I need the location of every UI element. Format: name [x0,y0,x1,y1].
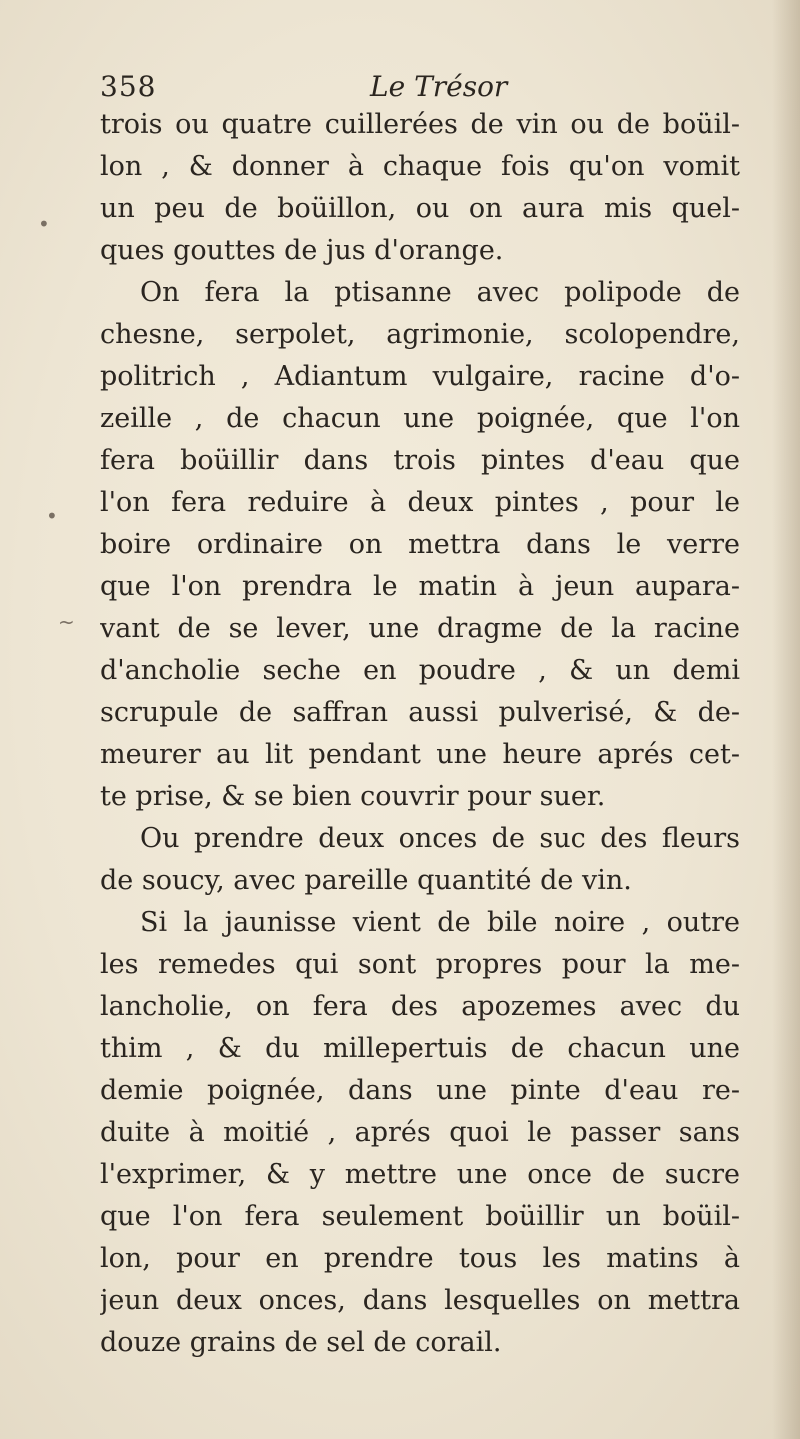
text-line: zeille , de chacun une poignée, que l'on [100,403,740,434]
text-line: de soucy, avec pareille quantité de vin. [100,865,632,896]
text-line: les remedes qui sont propres pour la me- [100,949,740,980]
text-line: te prise, & se bien couvrir pour suer. [100,781,606,812]
text-line: On fera la ptisanne avec polipode de [140,277,740,308]
text-line: trois ou quatre cuillerées de vin ou de boüil- [100,109,740,140]
text-line: Ou prendre deux onces de suc des fleurs [140,823,740,854]
text-line: Si la jaunisse vient de bile noire , outre [140,907,740,938]
text-line: meurer au lit pendant une heure aprés cet- [100,739,740,770]
text-line: boire ordinaire on mettra dans le verre [100,529,740,560]
text-line: ques gouttes de jus d'orange. [100,235,504,266]
page-number: 358 [100,70,157,103]
text-line: vant de se lever, une dragme de la racine [100,613,740,644]
text-line: thim , & du millepertuis de chacun une [100,1033,740,1064]
text-line: scrupule de saffran aussi pulverisé, & de- [100,697,740,728]
text-line: d'ancholie seche en poudre , & un demi [100,655,740,686]
margin-dot: • [38,212,50,236]
text-line: un peu de boüillon, ou on aura mis quel- [100,193,740,224]
text-line: lancholie, on fera des apozemes avec du [100,991,740,1022]
text-line: l'exprimer, & y mettre une once de sucre [100,1159,740,1190]
text-line: que l'on fera seulement boüillir un boüil- [100,1201,740,1232]
body-text [100,104,740,1364]
text-line: demie poignée, dans une pinte d'eau re- [100,1075,740,1106]
page-edge-shadow [772,0,800,1439]
text-line: duite à moitié , aprés quoi le passer sans [100,1117,740,1148]
text-line: chesne, serpolet, agrimonie, scolopendre, [100,319,740,350]
text-line: douze grains de sel de corail. [100,1327,502,1358]
margin-dot: • [46,504,58,528]
margin-dash: ~ [58,610,75,634]
text-line: jeun deux onces, dans lesquelles on mettra [100,1285,740,1316]
text-line: lon , & donner à chaque fois qu'on vomit [100,151,740,182]
text-line: que l'on prendra le matin à jeun aupara- [100,571,740,602]
text-line: fera boüillir dans trois pintes d'eau que [100,445,740,476]
text-line: politrich , Adiantum vulgaire, racine d'o- [100,361,740,392]
text-line: lon, pour en prendre tous les matins à [100,1243,740,1274]
text-line: l'on fera reduire à deux pintes , pour le [100,487,740,518]
running-head: Le Trésor [370,70,508,103]
